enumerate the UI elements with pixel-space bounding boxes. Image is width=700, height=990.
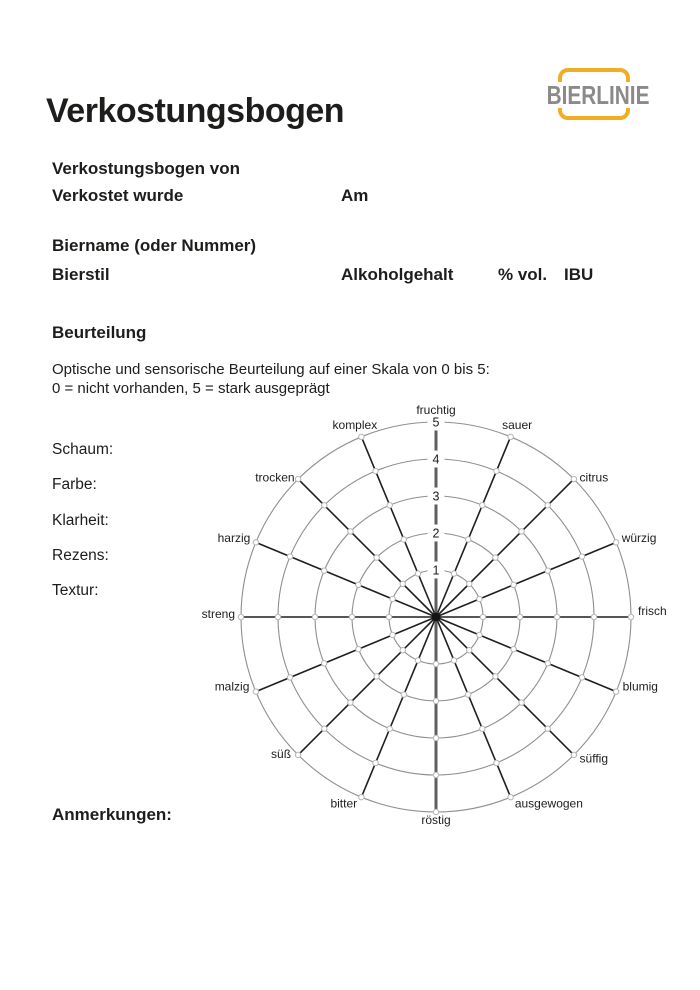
radar-axis-label: röstig	[421, 813, 451, 827]
radar-grid-dot	[322, 661, 327, 666]
rating-criterion-label: Schaum:	[52, 441, 114, 458]
radar-grid-dot	[253, 689, 258, 694]
notes-label: Anmerkungen:	[52, 805, 172, 824]
radar-axis-label: frisch	[638, 604, 667, 618]
radar-grid-dot	[477, 632, 482, 637]
radar-grid-dot	[322, 568, 327, 573]
radar-grid-dot	[401, 537, 406, 542]
radar-grid-dot	[465, 537, 470, 542]
scale-note-line2: 0 = nicht vorhanden, 5 = stark ausgeprägt	[52, 380, 330, 397]
radar-grid-dot	[519, 700, 524, 705]
radar-grid-dot	[467, 648, 472, 653]
radar-grid-dot	[628, 614, 633, 619]
radar-grid-dot	[493, 674, 498, 679]
radar-chart	[180, 398, 692, 846]
radar-grid-dot	[253, 540, 258, 545]
radar-grid-dot	[519, 529, 524, 534]
radar-spoke	[298, 479, 436, 617]
radar-grid-dot	[401, 692, 406, 697]
radar-grid-dot	[613, 540, 618, 545]
radar-grid-dot	[312, 614, 317, 619]
radar-axis-label: süffig	[579, 751, 609, 766]
radar-grid-dot	[374, 555, 379, 560]
radar-grid-dot	[295, 476, 300, 481]
radar-spoke	[298, 617, 436, 755]
radar-grid-dot	[349, 614, 354, 619]
radar-grid-dot	[613, 689, 618, 694]
radar-grid-dot	[480, 614, 485, 619]
date-label: Am	[341, 186, 369, 205]
radar-grid-dot	[554, 614, 559, 619]
radar-spoke	[436, 617, 574, 755]
rating-criterion-label: Rezens:	[52, 546, 109, 564]
radar-grid-dot	[511, 646, 516, 651]
radar-spoke	[436, 479, 574, 617]
radar-grid-dot	[545, 661, 550, 666]
abv-label: Alkoholgehalt	[341, 265, 454, 284]
radar-grid-dot	[517, 614, 522, 619]
radar-grid-dot	[493, 555, 498, 560]
radar-grid-dot	[545, 726, 550, 731]
radar-grid-dot	[356, 646, 361, 651]
radar-tick-label: 2	[432, 526, 440, 541]
radar-axis-label: trocken	[255, 470, 295, 485]
radar-axis-label: bitter	[330, 796, 358, 811]
radar-grid-dot	[545, 568, 550, 573]
radar-axis-label: sauer	[502, 418, 533, 433]
radar-grid-dot	[386, 614, 391, 619]
radar-axis-label: würzig	[621, 531, 657, 546]
radar-grid-dot	[275, 614, 280, 619]
radar-grid-dot	[322, 503, 327, 508]
radar-tick-label: 4	[432, 452, 440, 467]
radar-axis-label: citrus	[579, 470, 609, 485]
rating-criterion-label: Farbe:	[52, 476, 97, 494]
radar-axis-label: streng	[201, 607, 235, 621]
rating-criterion-label: Textur:	[52, 582, 99, 600]
radar-grid-dot	[480, 503, 485, 508]
radar-axis-label: komplex	[332, 418, 378, 433]
beer-name-label: Biername (oder Nummer)	[52, 236, 257, 255]
radar-grid-dot	[387, 726, 392, 731]
radar-grid-dot	[571, 476, 576, 481]
radar-axis-label: süß	[271, 746, 292, 761]
radar-grid-dot	[545, 503, 550, 508]
radar-grid-dot	[359, 434, 364, 439]
radar-tick-label: 5	[432, 415, 440, 430]
radar-grid-dot	[467, 581, 472, 586]
radar-tick-label: 3	[432, 489, 440, 504]
abv-unit-label: % vol.	[498, 265, 548, 284]
radar-grid-dot	[511, 582, 516, 587]
radar-grid-dot	[433, 735, 438, 740]
radar-grid-dot	[390, 632, 395, 637]
radar-grid-dot	[415, 658, 420, 663]
radar-grid-dot	[579, 554, 584, 559]
radar-grid-dot	[494, 760, 499, 765]
scale-note-line1: Optische und sensorische Beurteilung auf einer Skala von 0 bis 5:	[52, 361, 490, 378]
radar-grid-dot	[433, 698, 438, 703]
radar-grid-dot	[579, 675, 584, 680]
radar-grid-dot	[465, 692, 470, 697]
radar-grid-dot	[477, 596, 482, 601]
logo-text: BIERLINIE	[546, 80, 650, 110]
radar-grid-dot	[415, 571, 420, 576]
radar-grid-dot	[571, 752, 576, 757]
radar-grid-dot	[480, 726, 485, 731]
page-title: Verkostungsbogen	[46, 92, 345, 130]
radar-axis-label: ausgewogen	[514, 796, 583, 811]
radar-axis-label: fruchtig	[416, 403, 456, 417]
radar-grid-dot	[451, 658, 456, 663]
radar-grid-dot	[322, 726, 327, 731]
radar-grid-dot	[387, 503, 392, 508]
radar-grid-dot	[400, 581, 405, 586]
radar-grid-dot	[287, 675, 292, 680]
radar-grid-dot	[508, 794, 513, 799]
radar-grid-dot	[390, 596, 395, 601]
taster-label: Verkostungsbogen von	[52, 159, 240, 178]
radar-grid-dot	[373, 760, 378, 765]
radar-grid-dot	[348, 700, 353, 705]
tasted-label: Verkostet wurde	[52, 186, 184, 205]
radar-grid-dot	[451, 571, 456, 576]
radar-grid-dot	[400, 648, 405, 653]
ibu-label: IBU	[564, 265, 594, 284]
radar-grid-dot	[238, 614, 243, 619]
radar-center-dot	[432, 613, 441, 622]
radar-axis-label: malzig	[214, 679, 250, 694]
radar-grid-dot	[433, 772, 438, 777]
radar-grid-dot	[508, 434, 513, 439]
radar-axis-label: blumig	[622, 679, 658, 694]
radar-grid-dot	[494, 468, 499, 473]
radar-grid-dot	[591, 614, 596, 619]
radar-grid-dot	[295, 752, 300, 757]
rating-criterion-label: Klarheit:	[52, 511, 109, 529]
radar-tick-label: 1	[432, 563, 440, 578]
radar-axis-label: harzig	[217, 531, 251, 546]
radar-grid-dot	[287, 554, 292, 559]
radar-grid-dot	[348, 529, 353, 534]
bierlinie-logo	[535, 66, 651, 130]
radar-grid-dot	[373, 468, 378, 473]
radar-grid-dot	[433, 661, 438, 666]
assessment-heading: Beurteilung	[52, 323, 147, 342]
beer-style-label: Bierstil	[52, 265, 110, 284]
radar-grid-dot	[356, 582, 361, 587]
radar-grid-dot	[359, 794, 364, 799]
radar-grid-dot	[374, 674, 379, 679]
